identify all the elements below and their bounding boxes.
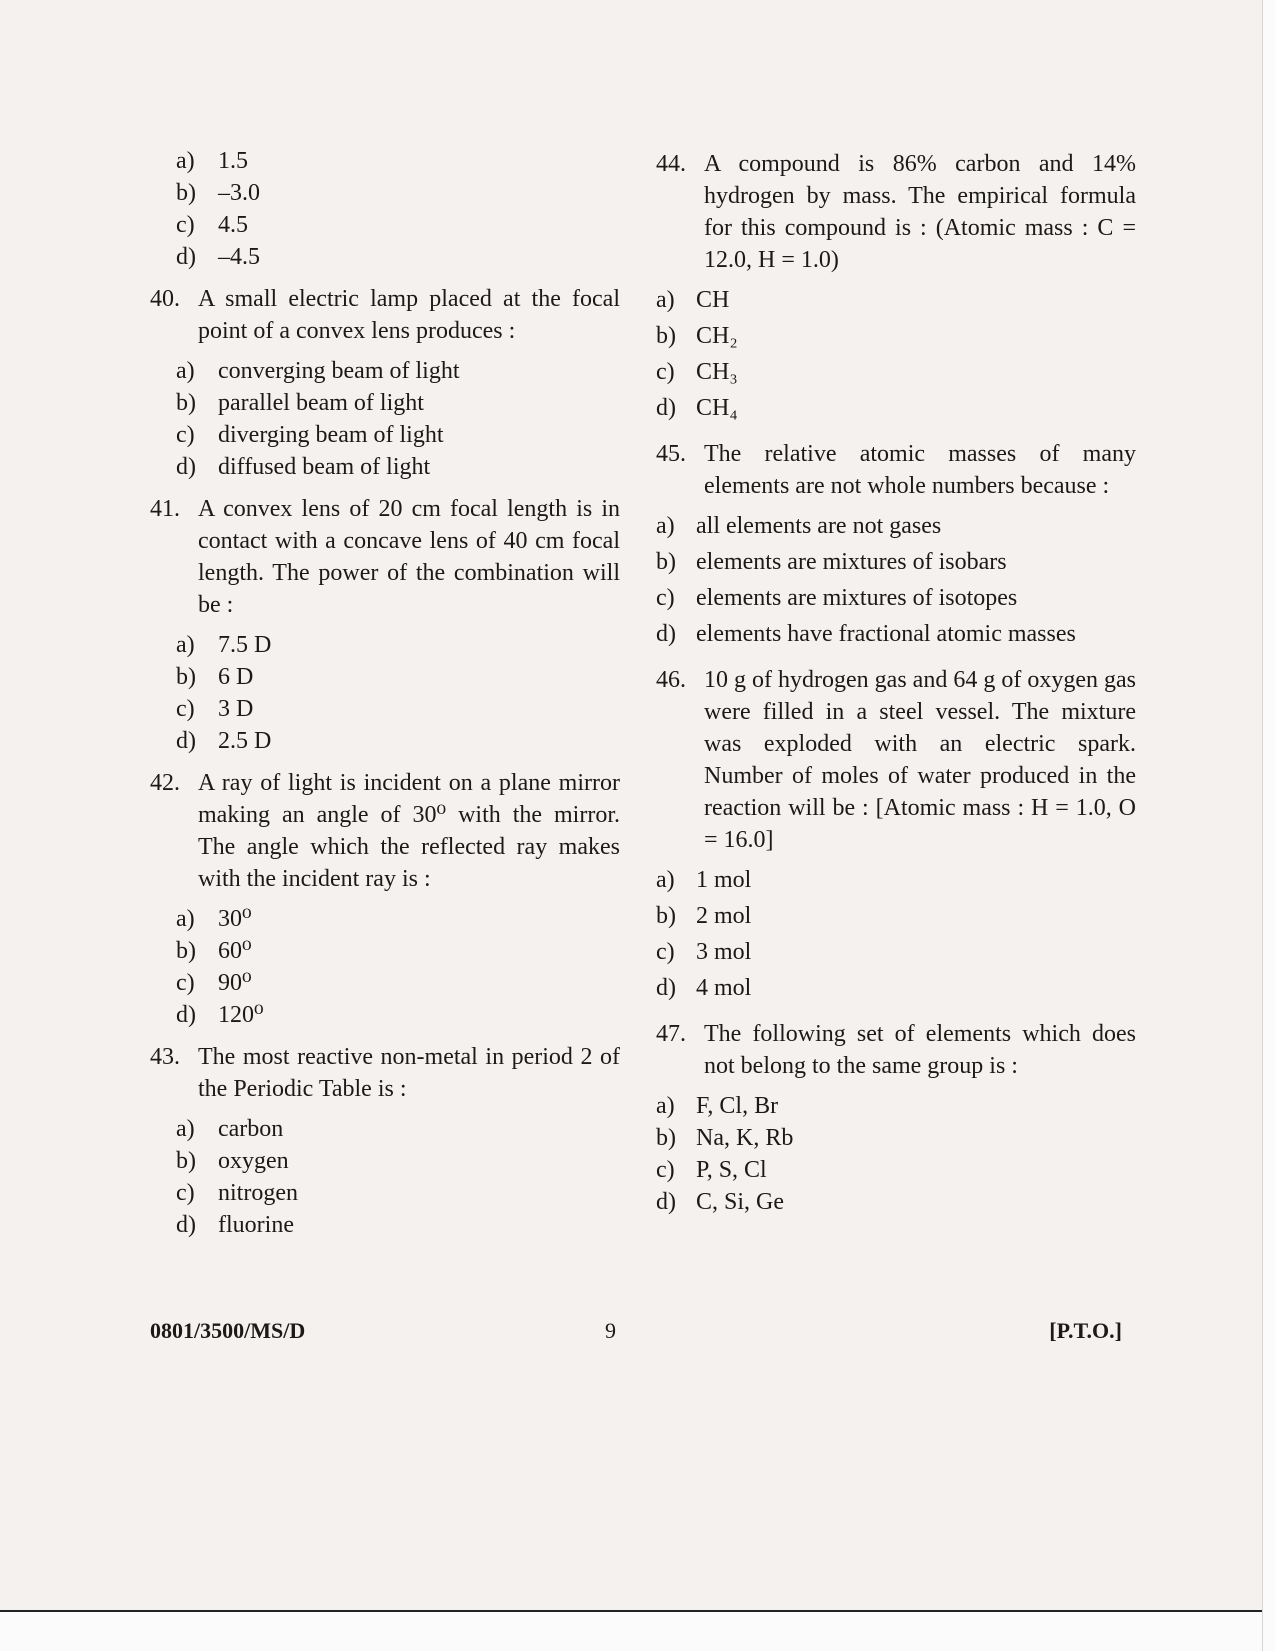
scan-margin-bottom xyxy=(0,1612,1275,1651)
left-column xyxy=(150,145,620,1251)
option-d: d) diffused beam of light xyxy=(176,454,431,480)
pto-label: [P.T.O.] xyxy=(1049,1318,1122,1343)
option-d: d) 4 mol xyxy=(656,975,752,1001)
question-text: A ray of light is incident on a plane mirror making an angle of 30⁰ with the mirror. The angle which the reflected ray makes with the incident ray is : xyxy=(198,770,620,892)
option-a: a) CH xyxy=(656,287,730,313)
question-41 xyxy=(150,493,620,757)
options-list xyxy=(656,1090,1136,1218)
option-b: b) elements are mixtures of isobars xyxy=(656,549,1007,575)
options-list xyxy=(150,903,620,1031)
option-b: b) Na, K, Rb xyxy=(656,1125,794,1151)
option-c: c) CH₃ xyxy=(656,359,738,385)
option-b: b) –3.0 xyxy=(176,180,260,206)
option-a: a) 1 mol xyxy=(656,867,752,893)
question-text: A small electric lamp placed at the focal point of a convex lens produces : xyxy=(198,286,620,344)
right-column xyxy=(656,148,1136,1228)
question-text: 10 g of hydrogen gas and 64 g of oxygen gas were filled in a steel vessel. The mixture was exploded with an electric spark. Number of moles of water produced in the reaction will be : [Atomic mass : H = 1.0, O = 16.0] xyxy=(704,667,1136,853)
carryover-options xyxy=(150,145,620,273)
question-47 xyxy=(656,1018,1136,1218)
option-c: c) 90⁰ xyxy=(176,970,252,996)
option-c: c) P, S, Cl xyxy=(656,1157,767,1183)
page-footer xyxy=(150,1318,1122,1350)
option-a: a) F, Cl, Br xyxy=(656,1093,779,1119)
option-b: b) 6 D xyxy=(176,664,254,690)
option-d: d) 120⁰ xyxy=(176,1002,264,1028)
question-text: The following set of elements which does not belong to the same group is : xyxy=(704,1021,1136,1079)
option-a: a) 7.5 D xyxy=(176,632,272,658)
question-40 xyxy=(150,283,620,483)
question-45 xyxy=(656,438,1136,654)
option-b: b) parallel beam of light xyxy=(176,390,424,416)
option-d: d) fluorine xyxy=(176,1212,294,1238)
question-text: A convex lens of 20 cm focal length is in contact with a concave lens of 40 cm focal length. The power of the combination will be : xyxy=(198,496,620,618)
option-c: c) 3 D xyxy=(176,696,254,722)
option-c: c) 4.5 xyxy=(176,212,248,238)
question-number: 42. xyxy=(150,770,180,796)
question-text: The relative atomic masses of many elements are not whole numbers because : xyxy=(704,441,1136,499)
options-list xyxy=(656,284,1136,428)
scan-margin-right xyxy=(1262,0,1275,1651)
option-d: d) elements have fractional atomic masses xyxy=(656,621,1076,647)
option-a: a) 30⁰ xyxy=(176,906,252,932)
options-list xyxy=(656,864,1136,1008)
paper-code: 0801/3500/MS/D xyxy=(150,1318,306,1343)
question-number: 47. xyxy=(656,1021,686,1047)
option-d: d) –4.5 xyxy=(176,244,260,270)
option-c: c) elements are mixtures of isotopes xyxy=(656,585,1018,611)
question-number: 44. xyxy=(656,151,686,177)
question-number: 41. xyxy=(150,496,180,522)
question-42 xyxy=(150,767,620,1031)
question-number: 43. xyxy=(150,1044,180,1070)
options-list xyxy=(150,355,620,483)
option-c: c) 3 mol xyxy=(656,939,752,965)
option-d: d) 2.5 D xyxy=(176,728,272,754)
options-list xyxy=(150,1113,620,1241)
question-number: 45. xyxy=(656,441,686,467)
question-46 xyxy=(656,664,1136,1008)
question-text: The most reactive non-metal in period 2 of the Periodic Table is : xyxy=(198,1044,620,1102)
question-number: 40. xyxy=(150,286,180,312)
options-list xyxy=(150,629,620,757)
question-43 xyxy=(150,1041,620,1241)
option-b: b) 60⁰ xyxy=(176,938,252,964)
option-c: c) diverging beam of light xyxy=(176,422,444,448)
option-d: d) C, Si, Ge xyxy=(656,1189,785,1215)
option-c: c) nitrogen xyxy=(176,1180,298,1206)
option-d: d) CH₄ xyxy=(656,395,738,421)
page-number: 9 xyxy=(605,1318,616,1343)
question-44 xyxy=(656,148,1136,428)
question-text: A compound is 86% carbon and 14% hydrogen by mass. The empirical formula for this compound is : (Atomic mass : C = 12.0, H = 1.0) xyxy=(704,151,1136,273)
option-b: b) 2 mol xyxy=(656,903,752,929)
question-number: 46. xyxy=(656,667,686,693)
option-a: a) 1.5 xyxy=(176,148,248,174)
option-b: b) CH₂ xyxy=(656,323,738,349)
option-a: a) converging beam of light xyxy=(176,358,460,384)
options-list xyxy=(656,510,1136,654)
option-a: a) carbon xyxy=(176,1116,284,1142)
option-b: b) oxygen xyxy=(176,1148,289,1174)
option-a: a) all elements are not gases xyxy=(656,513,942,539)
